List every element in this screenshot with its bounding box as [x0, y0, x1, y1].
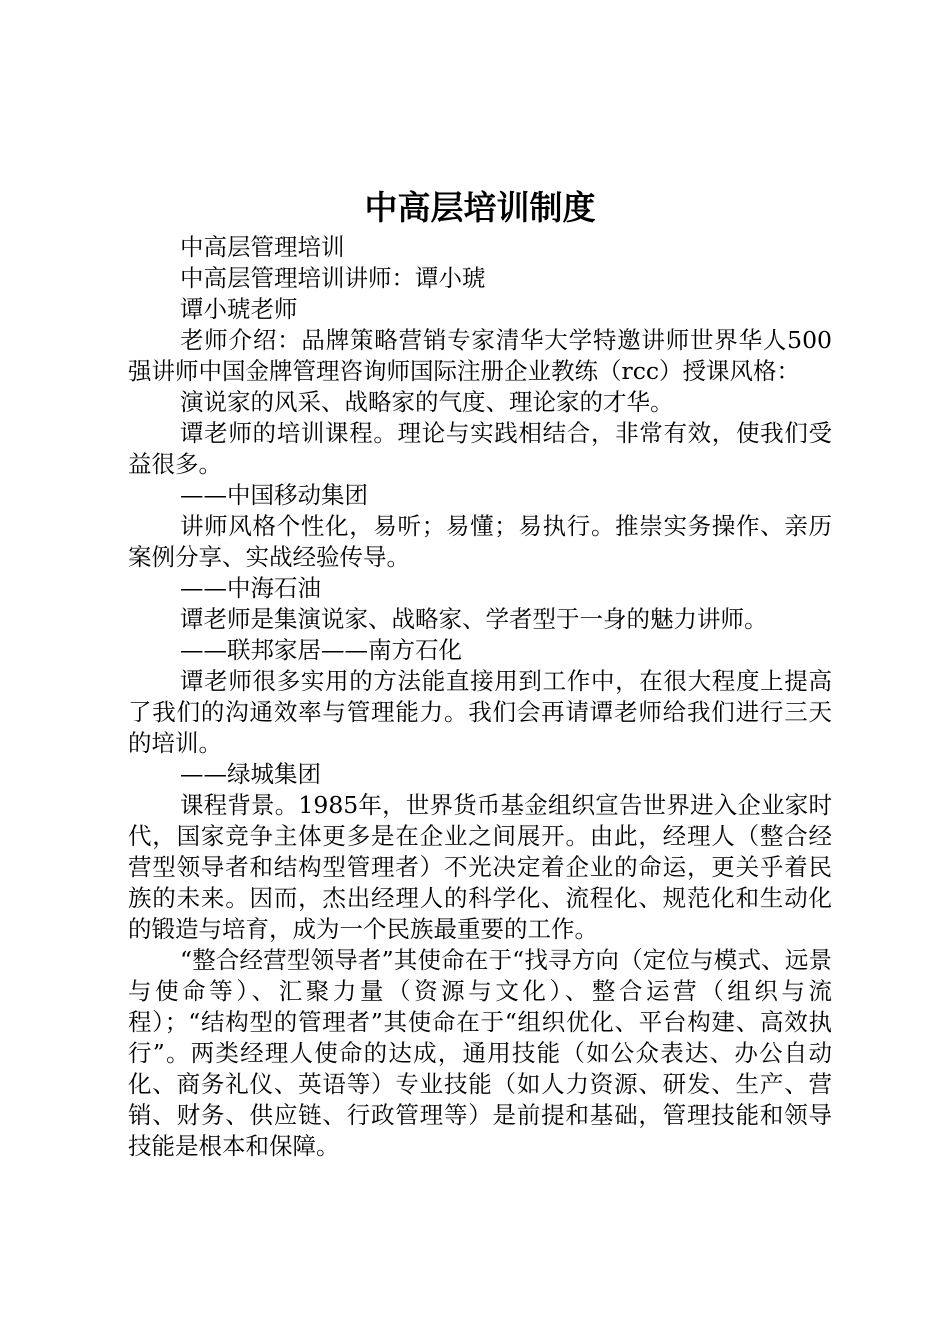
paragraph: 中高层管理培训 [180, 233, 345, 261]
paragraph: 谭小琥老师 [180, 295, 298, 323]
paragraph: 谭老师是集演说家、战略家、学者型于一身的魅力讲师。 [180, 605, 768, 633]
attribution: ——中国移动集团 [180, 481, 368, 509]
paragraph: 谭老师的培训课程。理论与实践相结合，非常有效，使我们受益很多。 [128, 419, 832, 478]
paragraph: “整合经营型领导者”其使命在于“找寻方向（定位与模式、远景与使命等）、汇聚力量（资源与文化）、整合运营（组织与流程）；“结构型的管理者”其使命在于“组织优化、平台构建、高效执行”。两类经理人使命的达成，通用技能（如公众表达、办公自动化、商务礼仪、英语等）专业技能（如人力资源、研发、生产、营销、财务、供应链、行政管理等）是前提和基础，管理技能和领导技能是根本和保障。 [128, 946, 832, 1160]
paragraph: 课程背景。1985年，世界货币基金组织宣告世界进入企业家时代，国家竞争主体更多是在企业之间展开。由此，经理人（整合经营型领导者和结构型管理者）不光决定着企业的命运，更关乎着民族的未来。因而，杰出经理人的科学化、流程化、规范化和生动化的锻造与培育，成为一个民族最重要的工作。 [128, 791, 832, 943]
paragraph: 老师介绍：品牌策略营销专家清华大学特邀讲师世界华人500强讲师中国金牌管理咨询师国际注册企业教练（rcc）授课风格： [128, 326, 832, 385]
attribution: ——中海石油 [180, 574, 321, 602]
paragraph: 中高层管理培训讲师：谭小琥 [180, 264, 486, 292]
paragraph: 演说家的风采、战略家的气度、理论家的才华。 [180, 388, 674, 416]
paragraph: 讲师风格个性化，易听；易懂；易执行。推崇实务操作、亲历案例分享、实战经验传导。 [128, 512, 832, 571]
document-body [128, 232, 832, 1162]
paragraph: 谭老师很多实用的方法能直接用到工作中，在很大程度上提高了我们的沟通效率与管理能力。我们会再请谭老师给我们进行三天的培训。 [128, 667, 832, 757]
document-title: 中高层培训制度 [364, 188, 596, 227]
attribution: ——绿城集团 [180, 760, 321, 788]
attribution: ——联邦家居——南方石化 [180, 636, 462, 664]
